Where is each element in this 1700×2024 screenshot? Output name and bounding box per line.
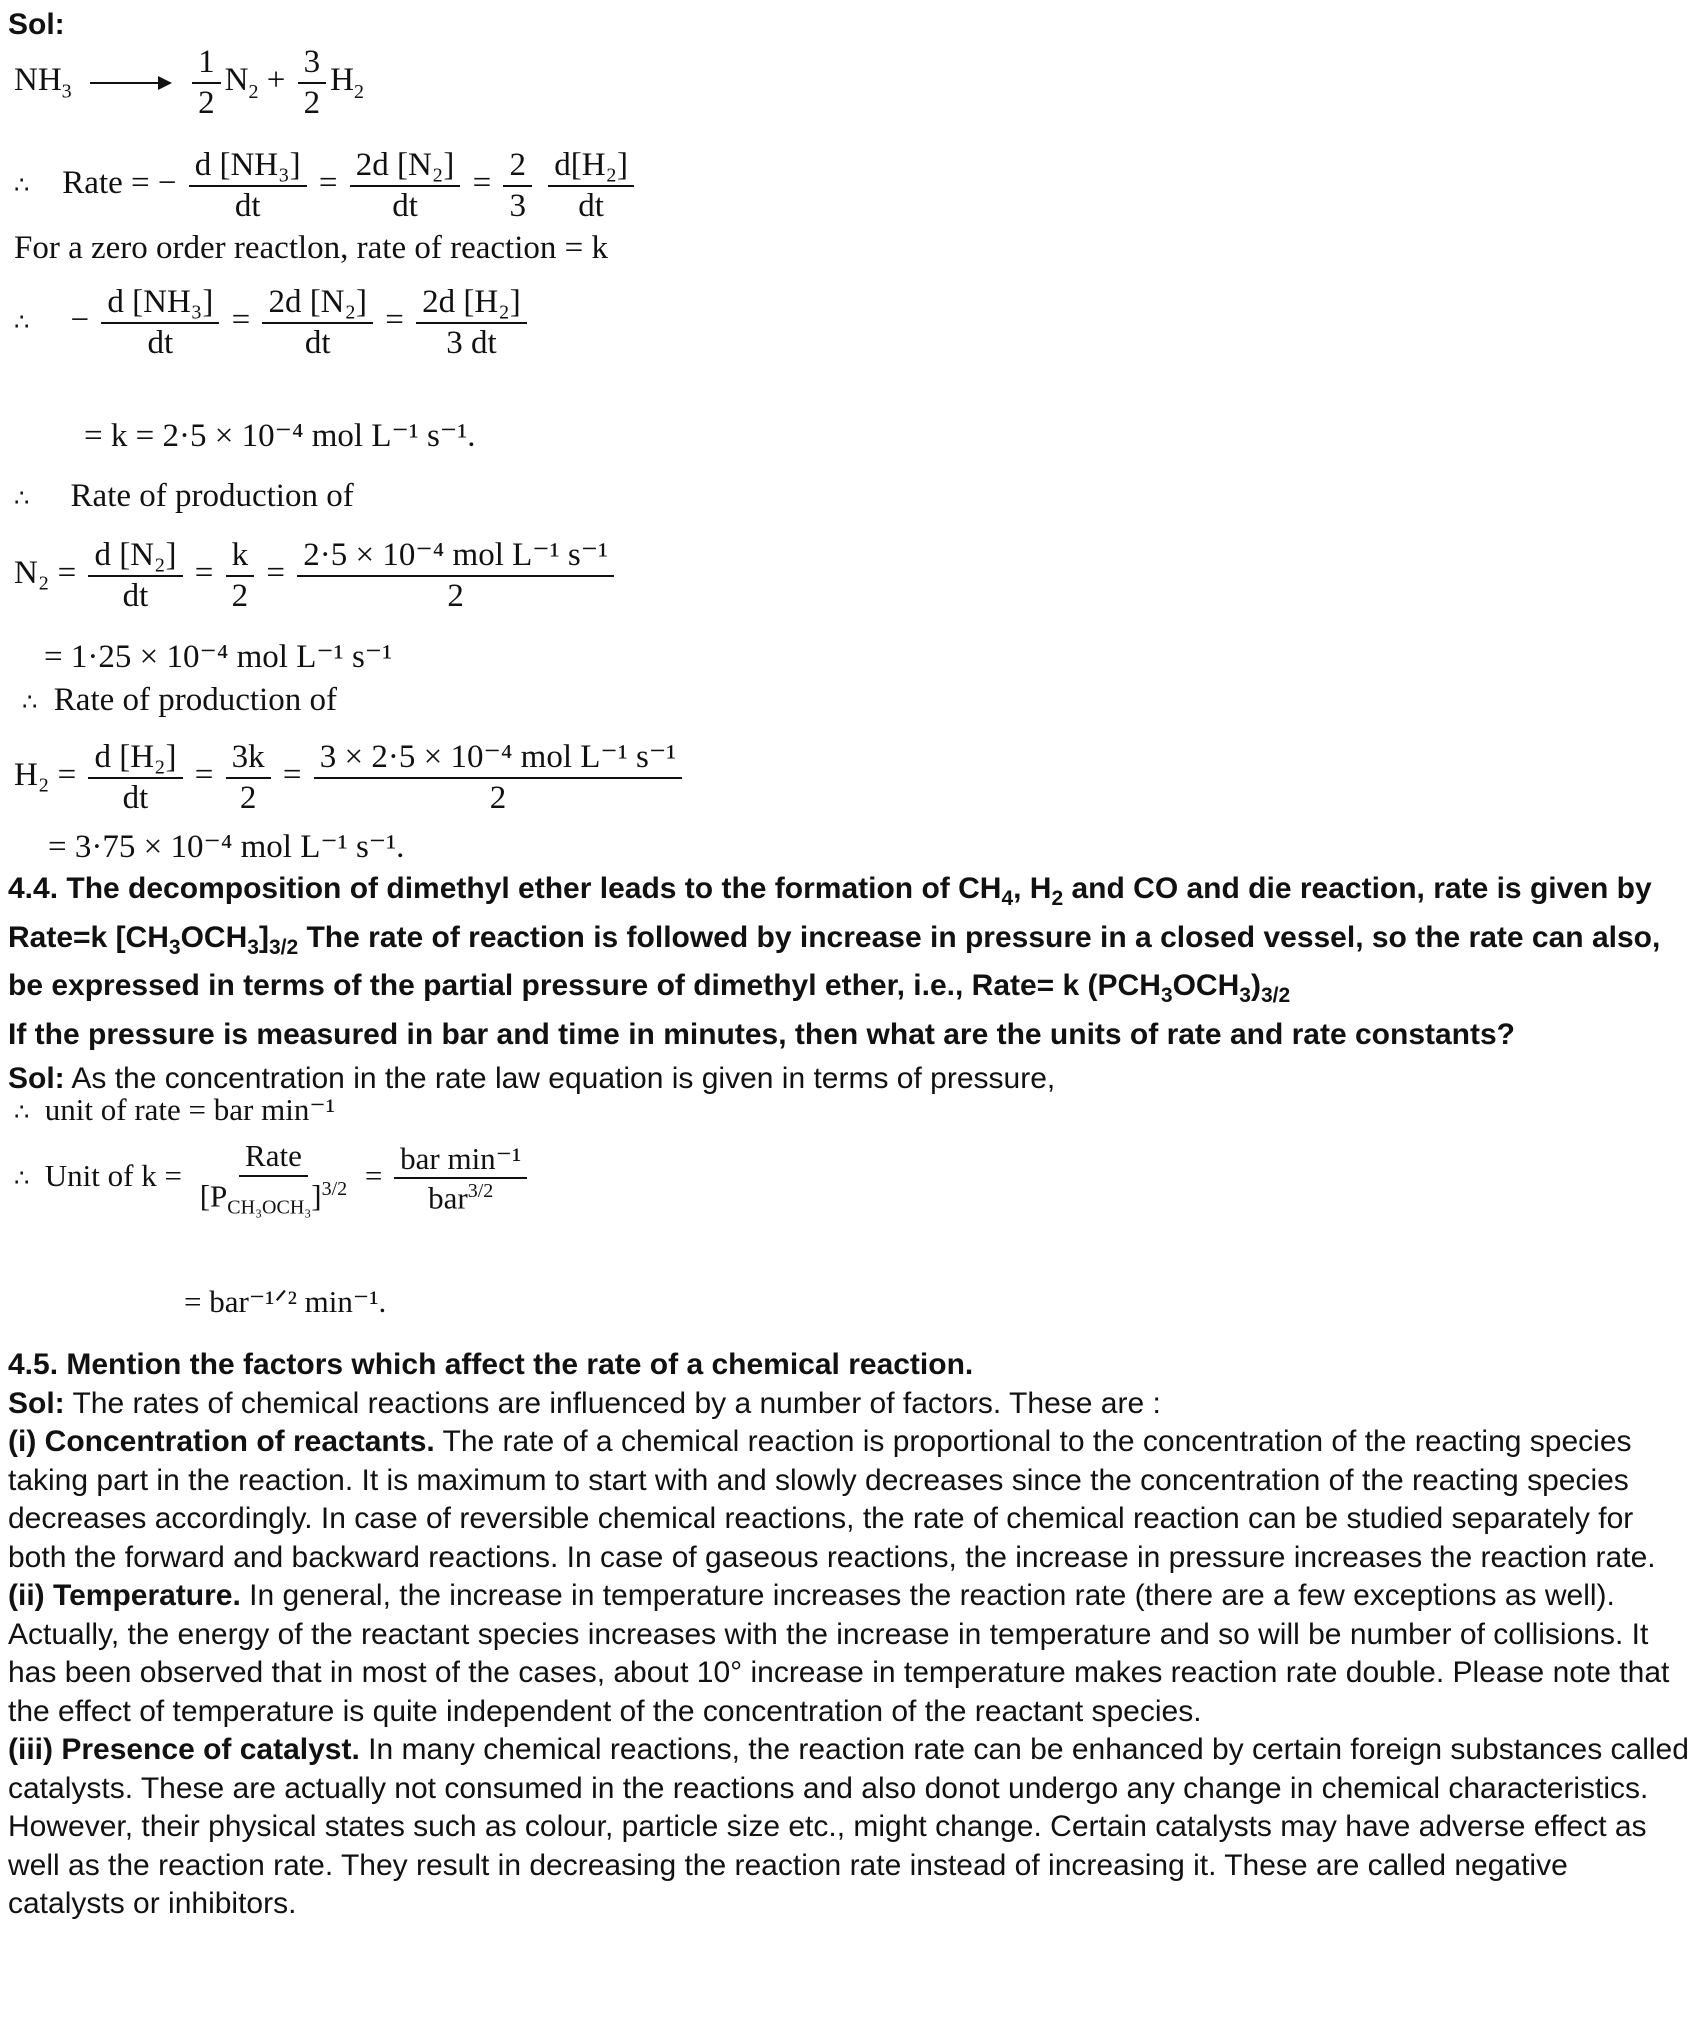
question-4-5 <box>8 1346 1692 1924</box>
sol-4-4: Sol: As the concentration in the rate law equation is given in terms of pressure, <box>8 1062 1056 1095</box>
zero-order-line: For a zero order reactlon, rate of reaction = k <box>14 230 608 266</box>
question-4-5-title: 4.5. Mention the factors which affect the rate of a chemical reaction. <box>8 1348 974 1381</box>
h2-production-expression: H₂ = $\frac{\text{d [H₂]}}{dt}$ = $\frac{3k}{2}$ = $\frac{\text{3 × 2·5 × 10⁻⁴ mol L⁻¹ s⁻¹}}{2}$ <box>14 740 686 815</box>
factor-catalyst: (iii) Presence of catalyst. In many chemical reactions, the reaction rate can be enhanced by certain foreign substances called catalysts. These are actually not consumed in the reactions and also donot undergo any change in chemical characteristics. However, their physical states such as colour, particle size etc., might change. Certain catalysts may have adverse effect as well as the reaction rate. They result in decreasing the reaction rate instead of increasing it. These are called negative catalysts or inhibitors. <box>8 1733 1689 1920</box>
sol-4-5: Sol: The rates of chemical reactions are influenced by a number of factors. These are : <box>8 1386 1161 1420</box>
n2-production-expression: N₂ = $\frac{\text{d [N₂]}}{dt}$ = $\frac{k}{2}$ = $\frac{\text{2·5 × 10⁻⁴ mol L⁻¹ s⁻¹}}{2}$ <box>14 538 618 613</box>
arrow-icon <box>90 82 170 84</box>
sol-label: Sol: <box>8 8 65 41</box>
zero-order-expression: ∴ − $\frac{\text{d [NH₃]}}{dt}$ = $\frac{\text{2d [N₂]}}{dt}$ = $\frac{\text{2d [H₂]}}{3 dt}$ <box>14 285 531 360</box>
unit-of-k-expression: ∴ Unit of k = $\frac{\text{Rate}}{[P_{CH_3OCH_3}]^{3/2}}$ = $\frac{\text{bar min⁻¹}}{bar^{3/2}}$ <box>14 1140 531 1218</box>
coefficient-fraction: $\frac{1}{2}$ <box>192 45 221 120</box>
h2-production-value: = 3·75 × 10⁻⁴ mol L⁻¹ s⁻¹. <box>48 829 405 865</box>
question-4-4: 4.4. The decomposition of dimethyl ether leads to the formation of $CH_4$, $H_2$ and CO and die reaction, rate is given by Rate=k $[CH_3OCH_3]_{3/2}$ The rate of reaction is followed by increase in pressure in a closed vessel, so the rate can also, be expressed in terms of the partial pressure of dimethyl ether, i.e., Rate= k $(PCH_3OCH_3)_{3/2}$ If the pressure is measured in bar and time in minutes, then what are the units of rate and rate constants? <box>8 870 1692 1054</box>
rate-production-h2-label: ∴ Rate of production of <box>22 682 337 718</box>
factor-temperature: (ii) Temperature. In general, the increase in temperature increases the reaction rate (there are a few exceptions as well). Actually, the energy of the reactant species increases with the increase in temperature and so will be number of collisions. It has been observed that in most of the cases, about 10° increase in temperature makes reaction rate double. Please note that the effect of temperature is quite independent of the concentration of the reactant species. <box>8 1579 1670 1728</box>
rate-expression: ∴ Rate = − $\frac{\text{d [NH₃]}}{dt}$ = $\frac{\text{2d [N₂]}}{dt}$ = $\frac{2}{3}$ $\frac{\text{d[H₂]}}{dt}$ <box>14 148 638 223</box>
rate-production-n2-label: ∴ Rate of production of <box>14 478 354 514</box>
reaction-equation: $NH_3$ $\frac{1}{2}$ $N_2$ + $\frac{3}{2}$ $H_2$ <box>14 44 364 121</box>
reactant: $NH_3$ <box>14 62 72 103</box>
rate-constant-value: = k = 2·5 × 10⁻⁴ mol L⁻¹ s⁻¹. <box>84 418 476 454</box>
question-4-4-line2: If the pressure is measured in bar and time in minutes, then what are the units of rate and rate constants? <box>8 1017 1516 1051</box>
unit-of-rate: ∴ unit of rate = bar min⁻¹ <box>14 1092 335 1127</box>
unit-of-k-result: = bar⁻¹ᐟ² min⁻¹. <box>184 1284 387 1319</box>
factor-concentration: (i) Concentration of reactants. The rate of a chemical reaction is proportional to the concentration of the reacting species taking part in the reaction. It is maximum to start with and slowly decreases since the concentration of the reacting species decreases accordingly. In case of reversible chemical reactions, the rate of chemical reaction can be studied separately for both the forward and backward reactions. In case of gaseous reactions, the increase in pressure increases the reaction rate. <box>8 1425 1656 1574</box>
coefficient-fraction: $\frac{3}{2}$ <box>298 45 327 120</box>
n2-production-value: = 1·25 × 10⁻⁴ mol L⁻¹ s⁻¹ <box>44 639 393 675</box>
